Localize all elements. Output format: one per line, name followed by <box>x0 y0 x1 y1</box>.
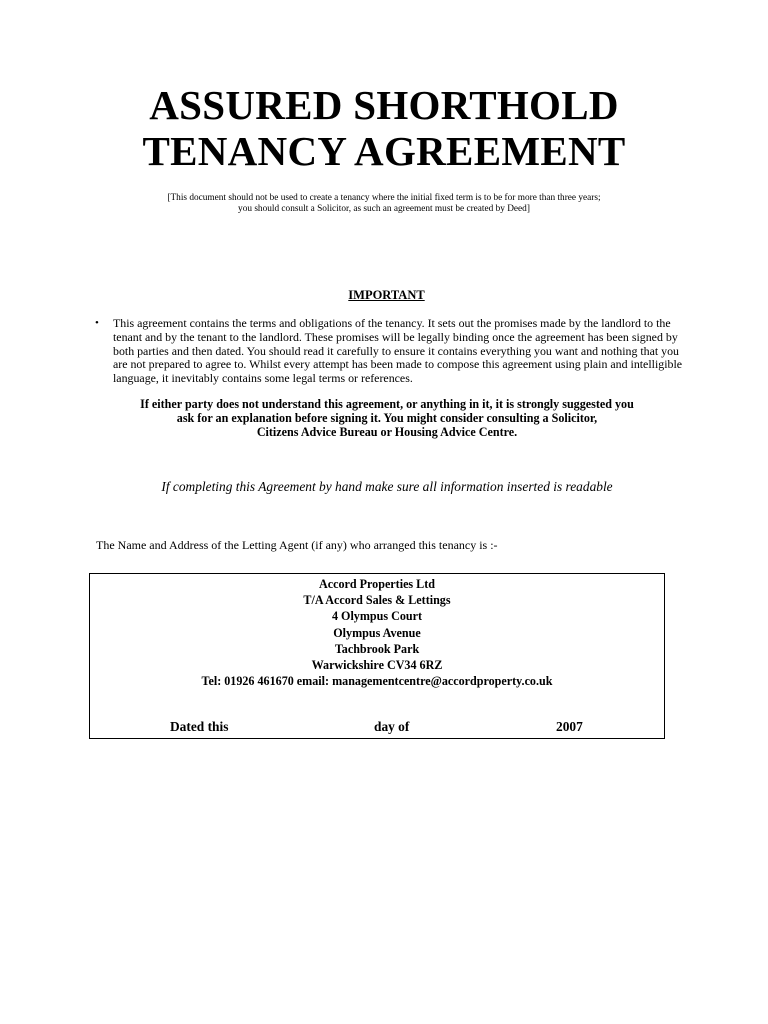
bullet-line: are not prepared to agree to. Whilst every attempt has been made to compose this agreement using plain and intelligible <box>113 357 683 372</box>
day-of-label: day of <box>374 719 410 734</box>
agent-address-line: Tachbrook Park <box>334 641 420 656</box>
bullet-line: This agreement contains the terms and obligations of the tenancy. It sets out the promises made by the landlord to the <box>113 316 671 330</box>
agent-address <box>90 576 664 689</box>
title-line-1: ASSURED SHORTHOLD <box>149 82 619 128</box>
page-title <box>0 82 768 174</box>
letting-agent-box <box>89 573 665 739</box>
title-line-2: TENANCY AGREEMENT <box>142 128 626 174</box>
bullet-line: tenant and by the tenant to the landlord. These promises will be legally binding once the agreement has been signed by <box>113 329 678 344</box>
agent-address-line: Warwickshire CV34 6RZ <box>311 658 443 673</box>
agent-address-line: Olympus Avenue <box>333 625 421 640</box>
agent-contact: Tel: 01926 461670 email: managementcentre@accordproperty.co.uk <box>201 674 553 689</box>
readable-note: If completing this Agreement by hand make sure all information inserted is readable <box>161 479 613 494</box>
deed-note-line-1: [This document should not be used to create a tenancy where the initial fixed term is to be for more than three years; <box>167 193 601 203</box>
dated-label: Dated this <box>170 719 229 734</box>
agent-name: Accord Properties Ltd <box>319 577 435 591</box>
deed-note-line-2: you should consult a Solicitor, as such an agreement must be created by Deed] <box>238 204 530 214</box>
warning-line: Citizens Advice Bureau or Housing Advice Centre. <box>256 424 518 439</box>
warning-line: If either party does not understand this agreement, or anything in it, it is strongly suggested you <box>140 397 634 411</box>
dated-year: 2007 <box>556 719 583 734</box>
warning-line: ask for an explanation before signing it. You might consider consulting a Solicitor, <box>176 410 598 425</box>
agent-intro: The Name and Address of the Letting Agent (if any) who arranged this tenancy is :- <box>96 538 498 552</box>
agent-address-line: 4 Olympus Court <box>331 609 423 624</box>
bullet-text <box>113 317 685 386</box>
deed-note <box>0 193 768 215</box>
bullet-line: both parties and then dated. You should read it carefully to ensure it contains everything you want and nothing that you <box>113 343 680 358</box>
bullet-line: language, it inevitably contains some legal terms or references. <box>113 371 413 386</box>
warning-paragraph <box>0 398 768 439</box>
bullet-icon: • <box>95 317 99 329</box>
agent-trading-name: T/A Accord Sales & Lettings <box>303 593 451 608</box>
important-heading: IMPORTANT <box>348 288 425 302</box>
